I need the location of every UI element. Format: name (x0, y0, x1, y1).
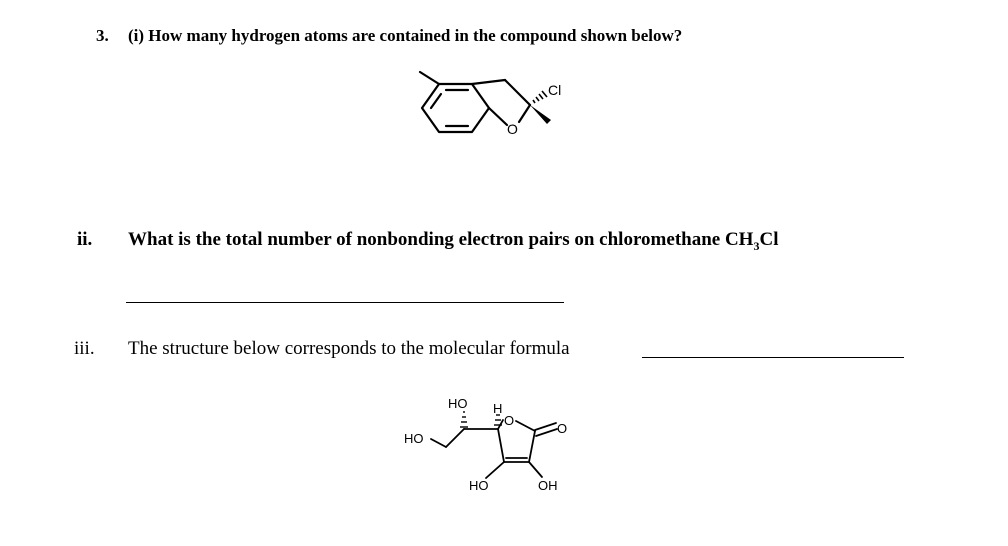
ring-oxygen-label: O (504, 413, 515, 428)
chlorine-label: Cl (548, 82, 562, 98)
answer-blank-iii (642, 357, 904, 358)
question-iii-number: iii. (74, 338, 95, 359)
hydroxyl-label-top: HO (448, 396, 468, 411)
question-iii-prompt: The structure below corresponds to the molecular formula (128, 338, 570, 359)
question-3-number: 3. (96, 26, 109, 45)
hydroxyl-label-left: HO (404, 431, 424, 446)
molecule-2-structure (390, 385, 600, 500)
subscript-3: 3 (753, 238, 760, 253)
question-3-prompt: (i) How many hydrogen atoms are contained in the compound shown below? (128, 26, 683, 45)
hydroxyl-label-bottom-left: HO (469, 478, 489, 493)
wedge-bond (530, 105, 551, 124)
hydroxyl-label-bottom-right: OH (538, 478, 558, 493)
hydrogen-label: H (493, 401, 503, 416)
question-ii-text-end: Cl (759, 229, 779, 250)
oxygen-label: O (507, 121, 518, 137)
answer-blank-ii (126, 302, 564, 303)
molecule-1-structure (400, 62, 600, 162)
carbonyl-oxygen-label: O (557, 421, 568, 436)
hash-bond (533, 91, 547, 103)
question-ii-number: ii. (77, 229, 93, 250)
question-ii-prompt (128, 229, 778, 254)
question-ii-text: What is the total number of nonbonding electron pairs on chloromethane CH (128, 229, 754, 250)
